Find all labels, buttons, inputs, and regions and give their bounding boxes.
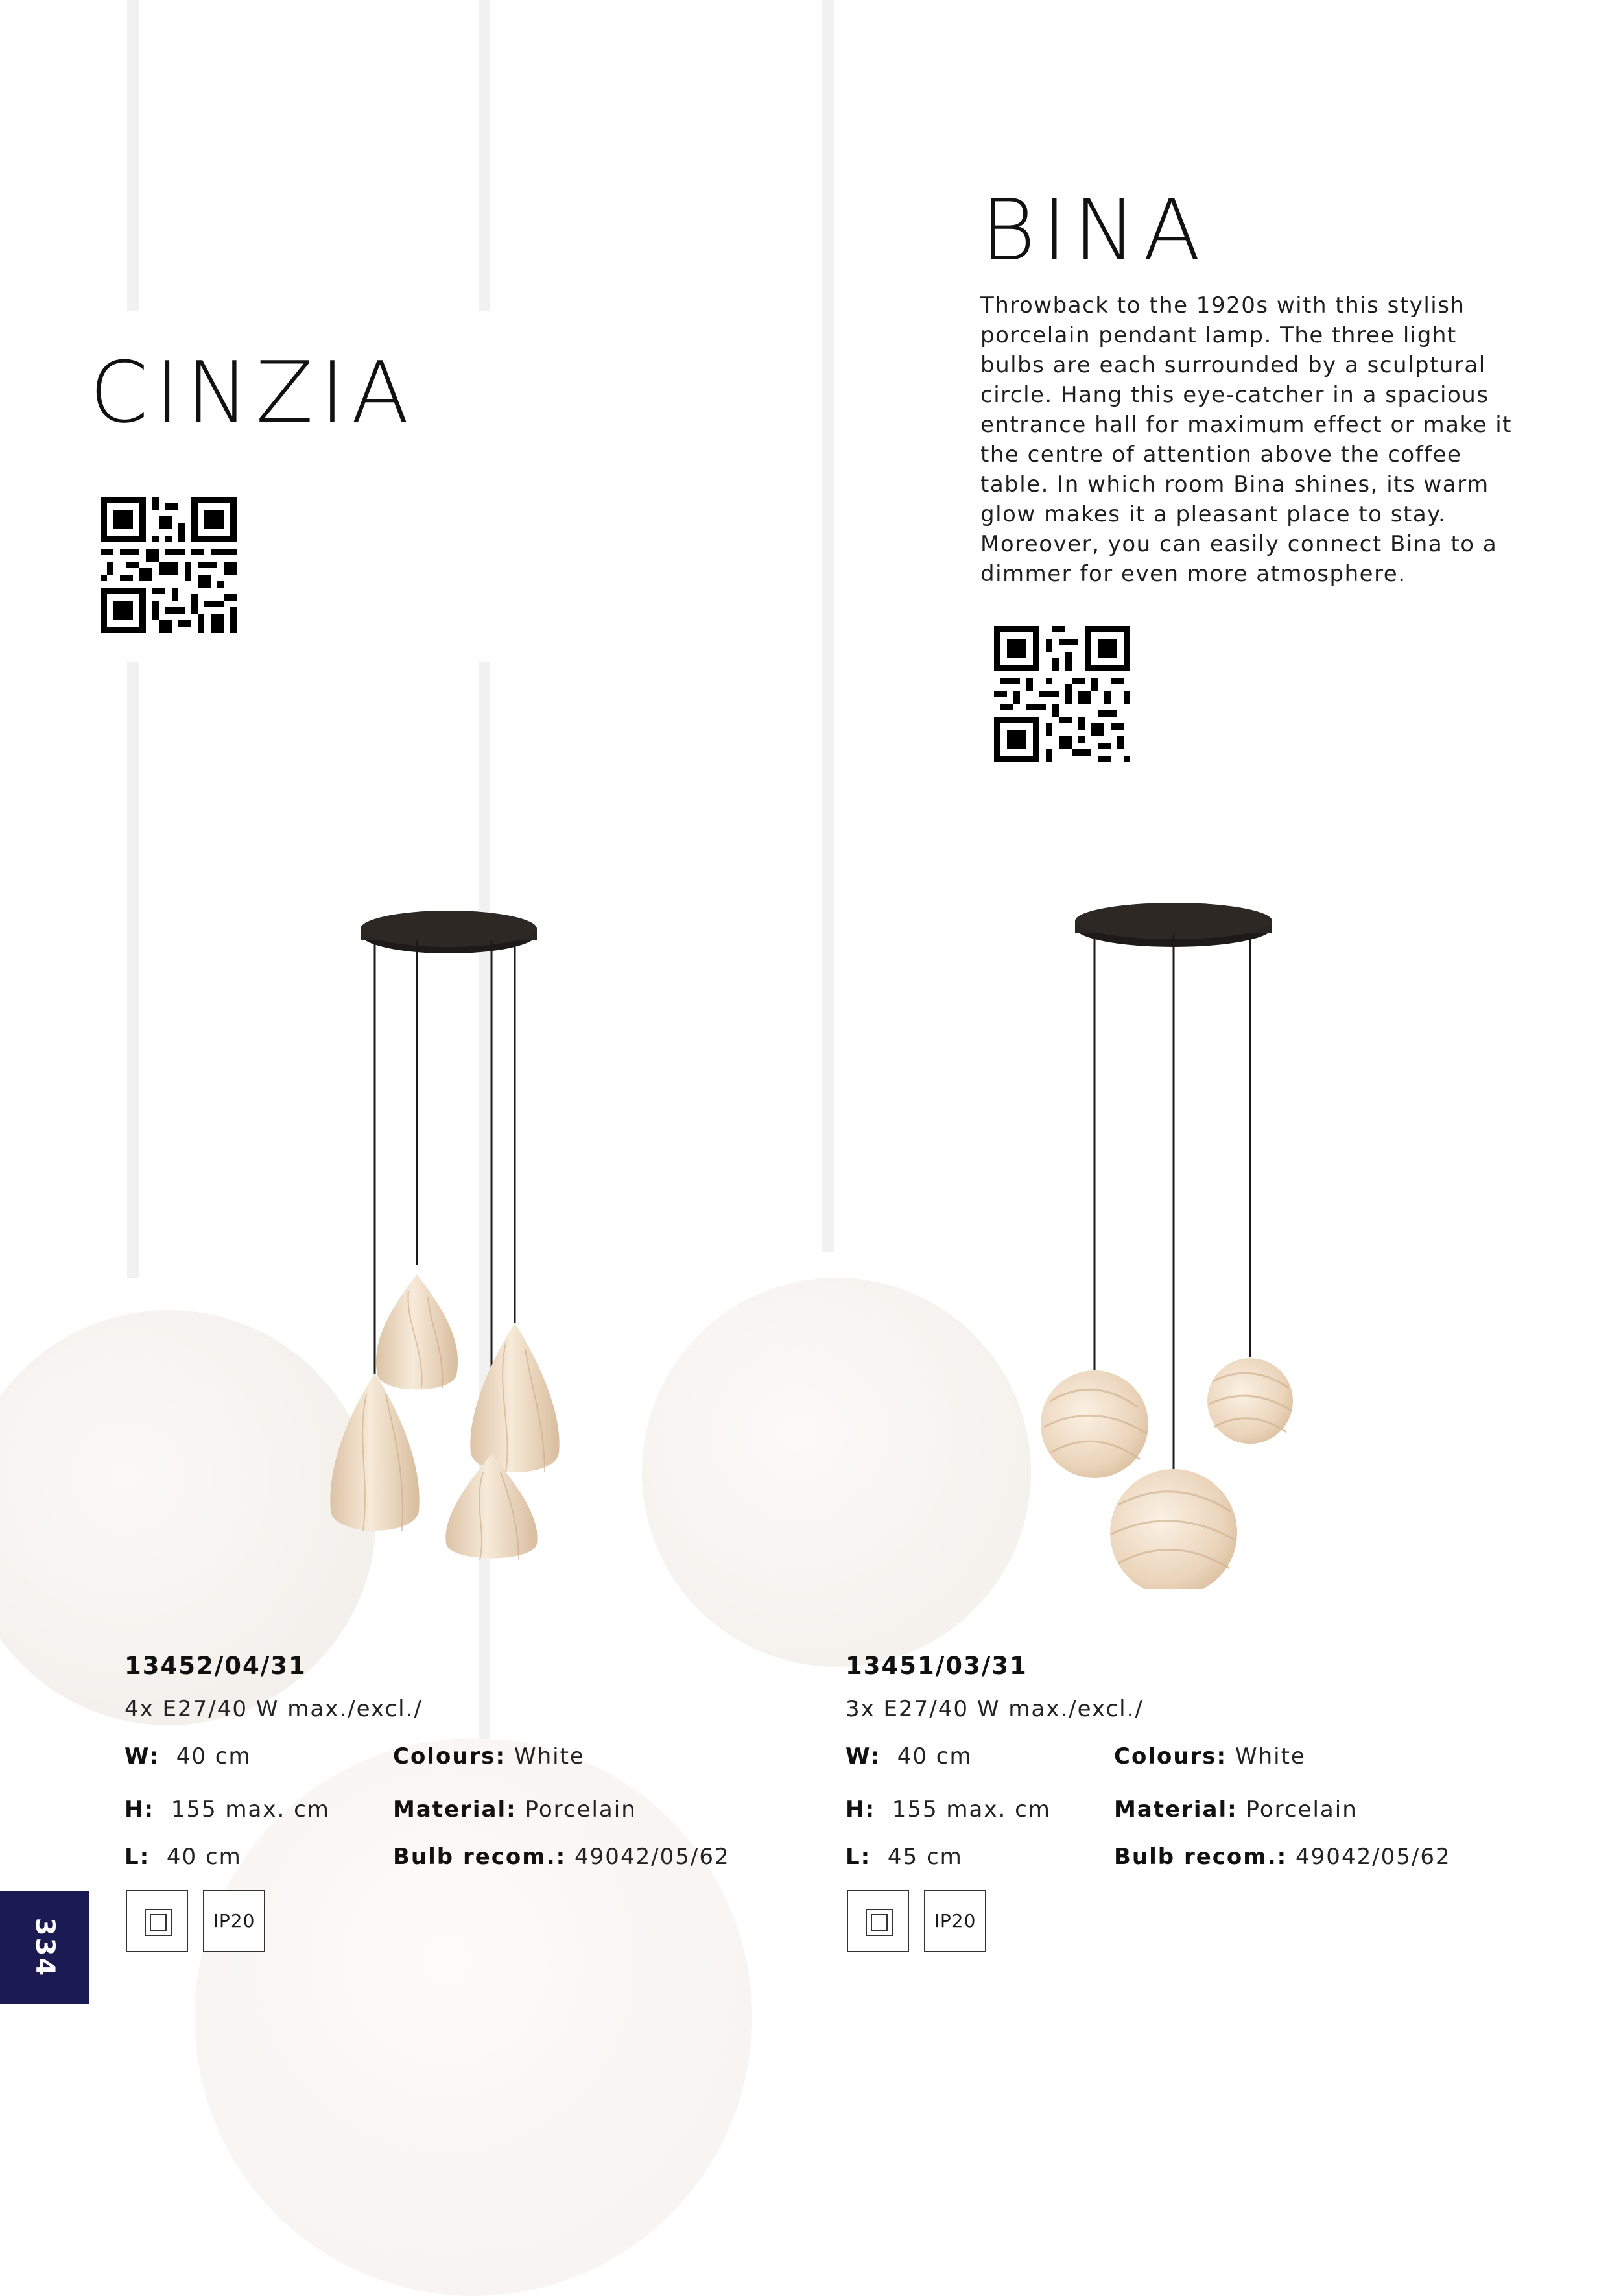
cinzia-width: W: 40 cm bbox=[124, 1743, 252, 1769]
bina-bulb-spec: 3x E27/40 W max./excl./ bbox=[846, 1696, 1144, 1722]
cinzia-bulb-recommendation: Bulb recom.: 49042/05/62 bbox=[393, 1844, 730, 1870]
cinzia-qr-code-icon[interactable] bbox=[101, 497, 237, 633]
bina-product-code: 13451/03/31 bbox=[846, 1652, 1028, 1680]
bina-bulb-recommendation: Bulb recom.: 49042/05/62 bbox=[1114, 1844, 1451, 1870]
bina-ip-rating-badge: IP20 bbox=[924, 1890, 986, 1952]
bina-length: L: 45 cm bbox=[846, 1844, 963, 1870]
bina-colours: Colours: White bbox=[1114, 1743, 1306, 1769]
bina-product-image bbox=[1024, 889, 1310, 1589]
page-number-tab bbox=[0, 1891, 89, 2004]
bina-width: W: 40 cm bbox=[846, 1743, 973, 1769]
cinzia-bulb-spec: 4x E27/40 W max./excl./ bbox=[124, 1696, 423, 1722]
cinzia-length: L: 40 cm bbox=[124, 1844, 242, 1870]
cinzia-protection-class-ii-icon bbox=[126, 1890, 188, 1952]
bina-protection-class-ii-icon bbox=[847, 1890, 909, 1952]
cinzia-material: Material: Porcelain bbox=[393, 1797, 637, 1823]
bina-description: Throwback to the 1920s with this stylish porcelain pendant lamp. The three light bulbs are each surrounded by a sculptural circle. Hang this eye-catcher in a spacious entrance hall for maximum effect or make it the centre of attention above the coffee table. In which room Bina shines, its warm glow makes it a pleasant place to stay. Moreover, you can easily connect Bina to a dimmer for even more atmosphere. bbox=[980, 293, 1512, 587]
cinzia-product-code: 13452/04/31 bbox=[124, 1652, 307, 1680]
cinzia-ip-rating-badge: IP20 bbox=[203, 1890, 265, 1952]
cinzia-title: CINZIA bbox=[89, 343, 416, 442]
bina-title: BINA bbox=[980, 181, 1207, 280]
cinzia-height: H: 155 max. cm bbox=[124, 1797, 330, 1823]
bina-height: H: 155 max. cm bbox=[846, 1797, 1051, 1823]
cinzia-product-image bbox=[298, 895, 597, 1570]
bina-material: Material: Porcelain bbox=[1114, 1797, 1358, 1823]
bina-qr-code-icon[interactable] bbox=[994, 626, 1130, 762]
page-number: 334 bbox=[30, 1917, 60, 1978]
cinzia-colours: Colours: White bbox=[393, 1743, 585, 1769]
